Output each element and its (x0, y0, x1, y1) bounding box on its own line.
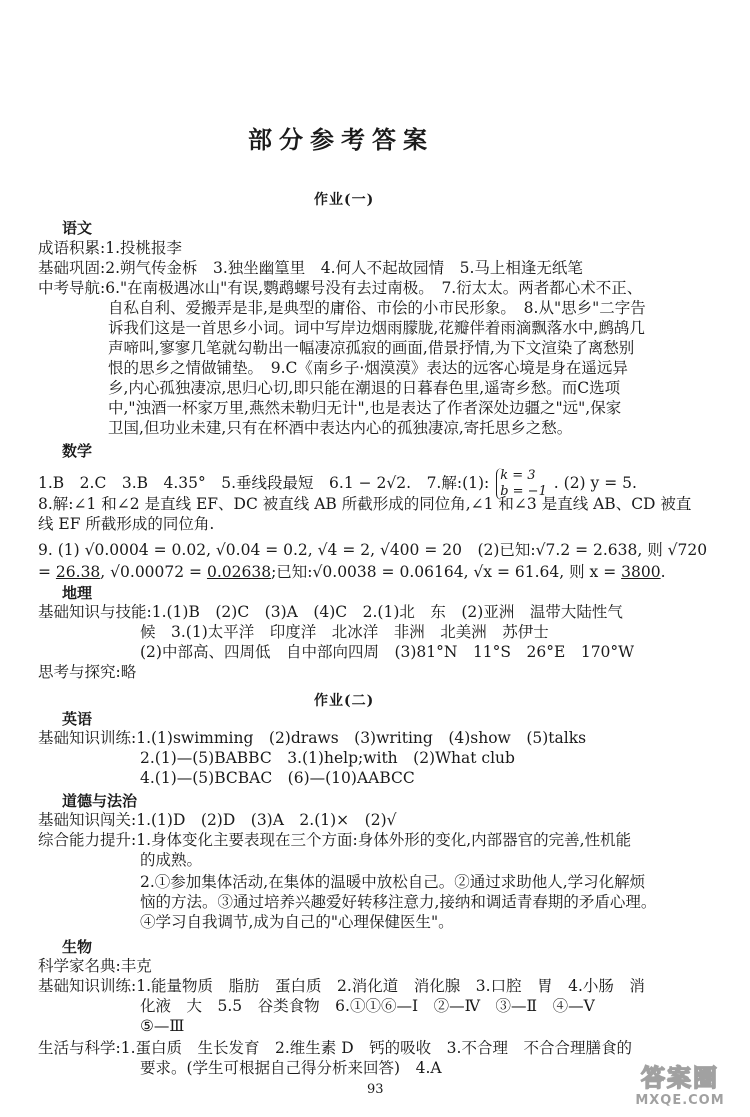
hw2-heading: 作业(二) (314, 693, 375, 709)
math-line-4: 9. (1) √0.0004 = 0.02, √0.04 = 0.2, √4 = 2, √400 = 20 (2)已知:√7.2 = 2.638, 则 √720 (38, 541, 708, 559)
biology-line-3: 化液 大 5.5 谷类食物 6.①①⑥—Ⅰ ②—Ⅳ ③—Ⅱ ④—Ⅴ (140, 997, 595, 1015)
math-line-5-a: = (38, 563, 56, 581)
chinese-line-3: 中考导航:6."在南极遇冰山"有误,鹦鹉螺号没有去过南极。 7.衍太太。两者都心术不正、 (38, 279, 643, 297)
math-answer-1: 26.38 (55, 563, 101, 581)
chinese-line-4: 自私自利、爱搬弄是非,是典型的庸俗、市侩的小市民形象。 8.从"思乡"二字告 (108, 299, 646, 317)
chinese-line-2: 基础巩固:2.朔气传金柝 3.独坐幽篁里 4.何人不起故园情 5.马上相逢无纸笔 (38, 259, 583, 277)
geo-title: 地理 (62, 584, 93, 602)
math-system-top: k = 3 (500, 468, 536, 483)
biology-line-4: ⑤—Ⅲ (140, 1017, 185, 1035)
geo-line-1: 基础知识与技能:1.(1)B (2)C (3)A (4)C 2.(1)北 东 (2)亚洲 温带大陆性气 (38, 603, 623, 621)
math-line-3: 线 EF 所截形成的同位角. (38, 515, 215, 533)
english-line-1: 基础知识训练:1.(1)swimming (2)draws (3)writing (4)show (5)talks (38, 729, 587, 747)
math-answer-2: 0.02638 (206, 563, 272, 581)
morality-line-3: 的成熟。 (140, 851, 203, 869)
chinese-line-6: 声啼叫,寥寥几笔就勾勒出一幅凄凉孤寂的画面,借景抒情,为下文渲染了离愁别 (108, 339, 635, 357)
math-line-5 (38, 562, 666, 582)
biology-line-5: 生活与科学:1.蛋白质 生长发育 2.维生素 D 钙的吸收 3.不合理 不合合理膳食的 (38, 1039, 632, 1057)
english-line-3: 4.(1)—(5)BCBAC (6)—(10)AABCC (140, 769, 415, 787)
math-line-5-c: , √0.00072 = (100, 563, 207, 581)
chinese-line-10: 卫国,但功业未建,只有在杯酒中表达内心的孤独凄凉,寄托思乡之愁。 (108, 419, 573, 437)
biology-line-6: 要求。(学生可根据自己得分析来回答) 4.A (140, 1059, 442, 1077)
morality-title: 道德与法治 (62, 792, 138, 810)
english-line-2: 2.(1)—(5)BABBC 3.(1)help;with (2)What club (140, 749, 515, 767)
chinese-line-9: 中,"浊酒一杯家万里,燕然未勒归无计",也是表达了作者深处边疆之"远",保家 (108, 399, 622, 417)
watermark-logo-text: 答案圈 (641, 1064, 719, 1092)
morality-line-6: ④学习自我调节,成为自己的"心理保健医生"。 (140, 913, 454, 931)
math-answer-3: 3800 (621, 563, 661, 581)
chinese-line-1: 成语积累:1.投桃报李 (38, 239, 183, 257)
math-line-5-g: . (660, 563, 666, 581)
math-line-1-end: . (2) y = 5. (553, 474, 637, 492)
hw1-heading: 作业(一) (314, 192, 375, 208)
geo-line-4: 思考与探究:略 (38, 663, 137, 681)
watermark-url: MXQE.COM (635, 1093, 725, 1108)
math-title: 数学 (62, 442, 93, 460)
biology-title: 生物 (62, 938, 93, 956)
chinese-line-5: 诉我们这是一首思乡小词。词中写岸边烟雨朦胧,花瓣伴着雨滴飘落水中,鹧鸪几 (108, 319, 645, 337)
page-title: 部分参考答案 (248, 125, 434, 154)
math-system-bottom: b = −1 (500, 484, 547, 499)
morality-line-5: 恼的方法。③通过培养兴趣爱好转移注意力,接纳和调适青春期的矛盾心理。 (140, 893, 657, 911)
chinese-line-8: 乡,内心孤独凄凉,思归心切,即只能在潮退的日暮春色里,遥寄乡愁。而C选项 (108, 379, 621, 397)
biology-line-2: 基础知识训练:1.能量物质 脂肪 蛋白质 2.消化道 消化腺 3.口腔 胃 4.小肠 消 (38, 977, 645, 995)
english-title: 英语 (62, 710, 93, 728)
page-number: 93 (367, 1082, 384, 1097)
morality-line-1: 基础知识闯关:1.(1)D (2)D (3)A 2.(1)× (2)√ (38, 811, 397, 829)
watermark-logo (618, 1058, 742, 1112)
morality-line-4: 2.①参加集体活动,在集体的温暖中放松自己。②通过求助他人,学习化解烦 (140, 873, 646, 891)
morality-line-2: 综合能力提升:1.身体变化主要表现在三个方面:身体外形的变化,内部器官的完善,性机能 (38, 831, 632, 849)
math-line-2: 8.解:∠1 和∠2 是直线 EF、DC 被直线 AB 所截形成的同位角,∠1 和∠3 是直线 AB、CD 被直 (38, 495, 692, 513)
chinese-line-7: 恨的思乡之情做铺垫。 9.C《南乡子·烟漠漠》表达的远客心境是身在遥远异 (108, 359, 628, 377)
chinese-title: 语文 (62, 219, 93, 237)
geo-line-3: (2)中部高、四周低 自中部向四周 (3)81°N 11°S 26°E 170°W (140, 643, 635, 661)
geo-line-2: 候 3.(1)太平洋 印度洋 北冰洋 非洲 北美洲 苏伊士 (140, 623, 549, 641)
biology-line-1: 科学家名典:丰克 (38, 957, 152, 975)
math-line-1-text: 1.B 2.C 3.B 4.35° 5.垂线段最短 6.1 − 2√2. 7.解:(1): (38, 474, 490, 492)
math-line-5-e: ;已知:√0.0038 = 0.06164, √x = 61.64, 则 x = (271, 563, 622, 581)
